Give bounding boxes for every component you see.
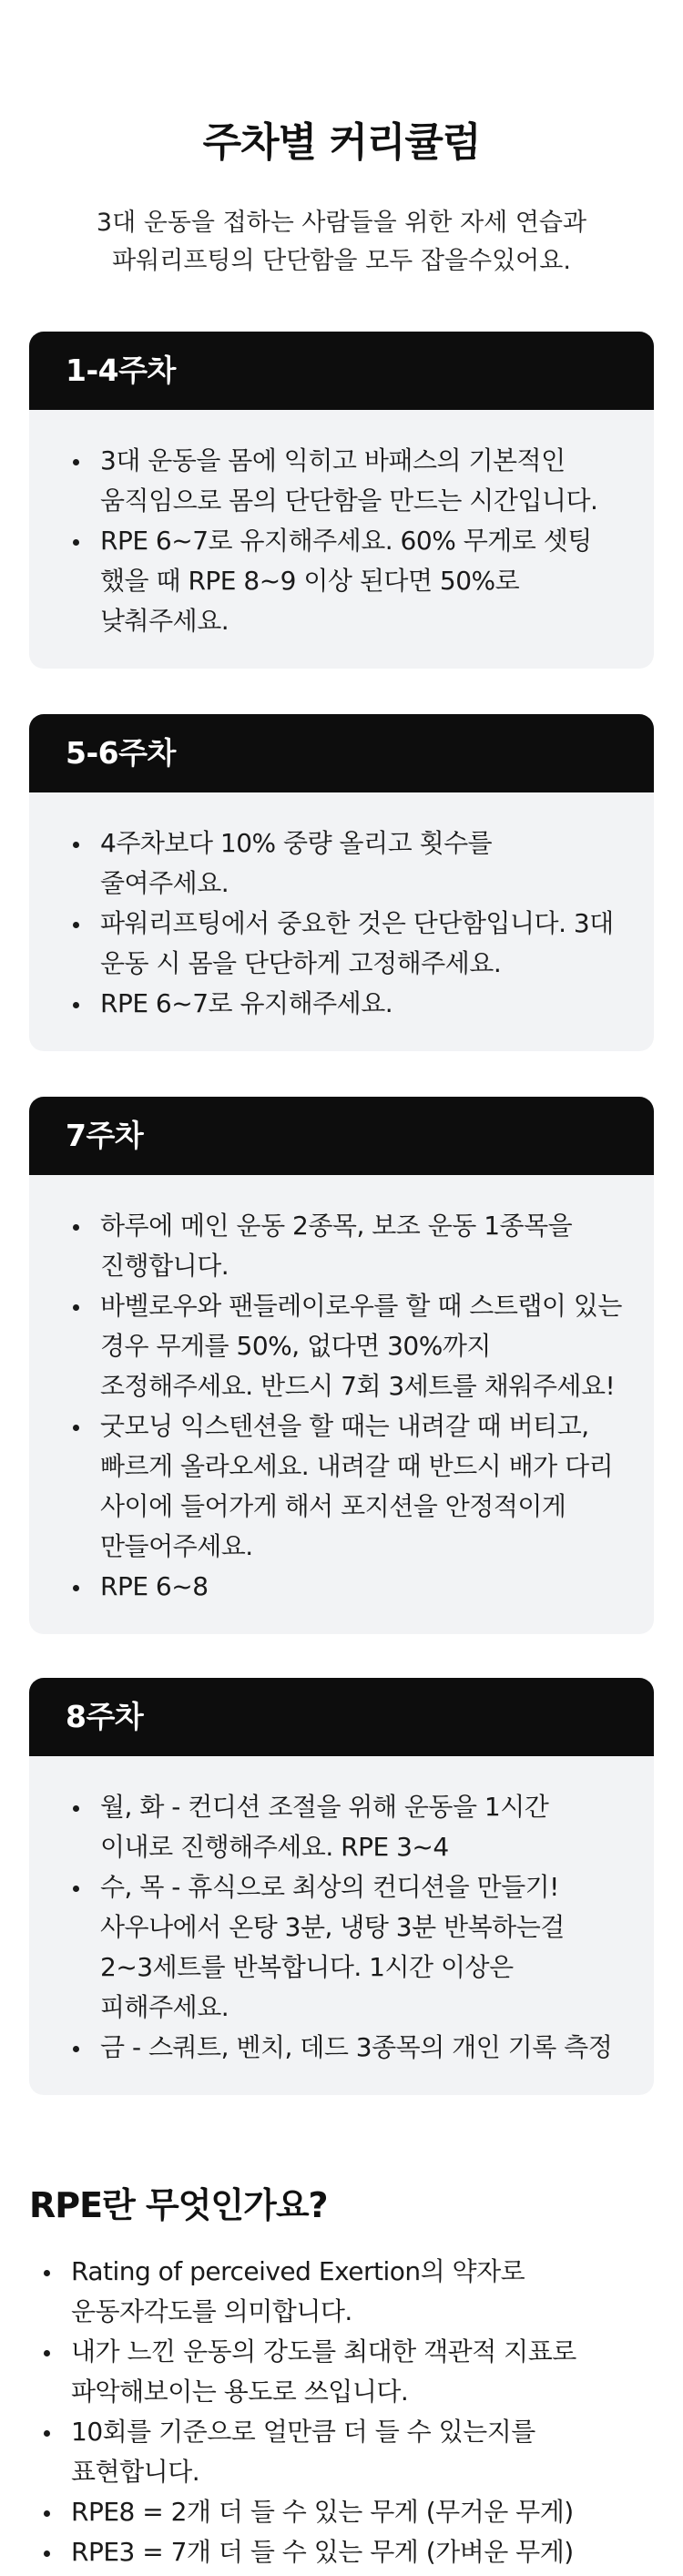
list-item: 하루에 메인 운동 2종목, 보조 운동 1종목을 진행합니다. [100, 1206, 627, 1286]
list-item: Rating of perceived Exertion의 약자로 운동자각도를 의미합니다. [71, 2252, 654, 2332]
week-card-title: 5-6주차 [29, 714, 654, 792]
week-card-list [29, 1175, 654, 1634]
list-item: RPE3 = 7개 더 들 수 있는 무게 (가벼운 무게) [71, 2532, 654, 2572]
week-card-7 [29, 1097, 654, 1634]
list-item: 바벨로우와 팬들레이로우를 할 때 스트랩이 있는 경우 무게를 50%, 없다면 30%까지 조정해주세요. 반드시 7회 3세트를 채워주세요! [100, 1286, 627, 1406]
week-card-title: 8주차 [29, 1678, 654, 1756]
list-item: 10회를 기준으로 얼만큼 더 들 수 있는지를 표현합니다. [71, 2412, 654, 2492]
list-item: 수, 목 - 휴식으로 최상의 컨디션을 만들기! 사우나에서 온탕 3분, 냉탕 3분 반복하는걸 2~3세트를 반복합니다. 1시간 이상은 피해주세요. [100, 1867, 627, 2028]
rpe-list [29, 2252, 654, 2572]
week-card-list [29, 1756, 654, 2095]
week-card-title: 1-4주차 [29, 332, 654, 410]
list-item: 금 - 스쿼트, 벤치, 데드 3종목의 개인 기록 측정 [100, 2028, 627, 2068]
week-card-list [29, 410, 654, 669]
list-item: RPE 6~8 [100, 1567, 627, 1607]
list-item: 굿모닝 익스텐션을 할 때는 내려갈 때 버티고, 빠르게 올라오세요. 내려갈 때 반드시 배가 다리 사이에 들어가게 해서 포지션을 안정적이게 만들어주세요. [100, 1406, 627, 1567]
week-card-list [29, 792, 654, 1051]
list-item: RPE 6~7로 유지해주세요. 60% 무게로 셋팅 했을 때 RPE 8~9 이상 된다면 50%로 낮춰주세요. [100, 521, 627, 641]
list-item: RPE8 = 2개 더 들 수 있는 무게 (무거운 무게) [71, 2492, 654, 2532]
week-card-8 [29, 1678, 654, 2095]
list-item: 3대 운동을 몸에 익히고 바패스의 기본적인 움직임으로 몸의 단단함을 만드는 시간입니다. [100, 441, 627, 521]
week-card-title: 7주차 [29, 1097, 654, 1175]
week-card-1-4 [29, 332, 654, 669]
rpe-section-title: RPE란 무엇인가요? [29, 2185, 328, 2225]
list-item: 파워리프팅에서 중요한 것은 단단함입니다. 3대 운동 시 몸을 단단하게 고정해주세요. [100, 904, 627, 984]
page-title: 주차별 커리큘럼 [202, 119, 481, 166]
week-card-5-6 [29, 714, 654, 1051]
page-subtitle: 3대 운동을 접하는 사람들을 위한 자세 연습과 파워리프팅의 단단함을 모두 잡을수있어요. [96, 209, 587, 275]
list-item: 4주차보다 10% 중량 올리고 횟수를 줄여주세요. [100, 823, 627, 904]
list-item: RPE 6~7로 유지해주세요. [100, 984, 627, 1024]
list-item: 월, 화 - 컨디션 조절을 위해 운동을 1시간 이내로 진행해주세요. RPE 3~4 [100, 1787, 627, 1867]
list-item: 내가 느낀 운동의 강도를 최대한 객관적 지표로 파악해보이는 용도로 쓰입니다. [71, 2332, 654, 2412]
